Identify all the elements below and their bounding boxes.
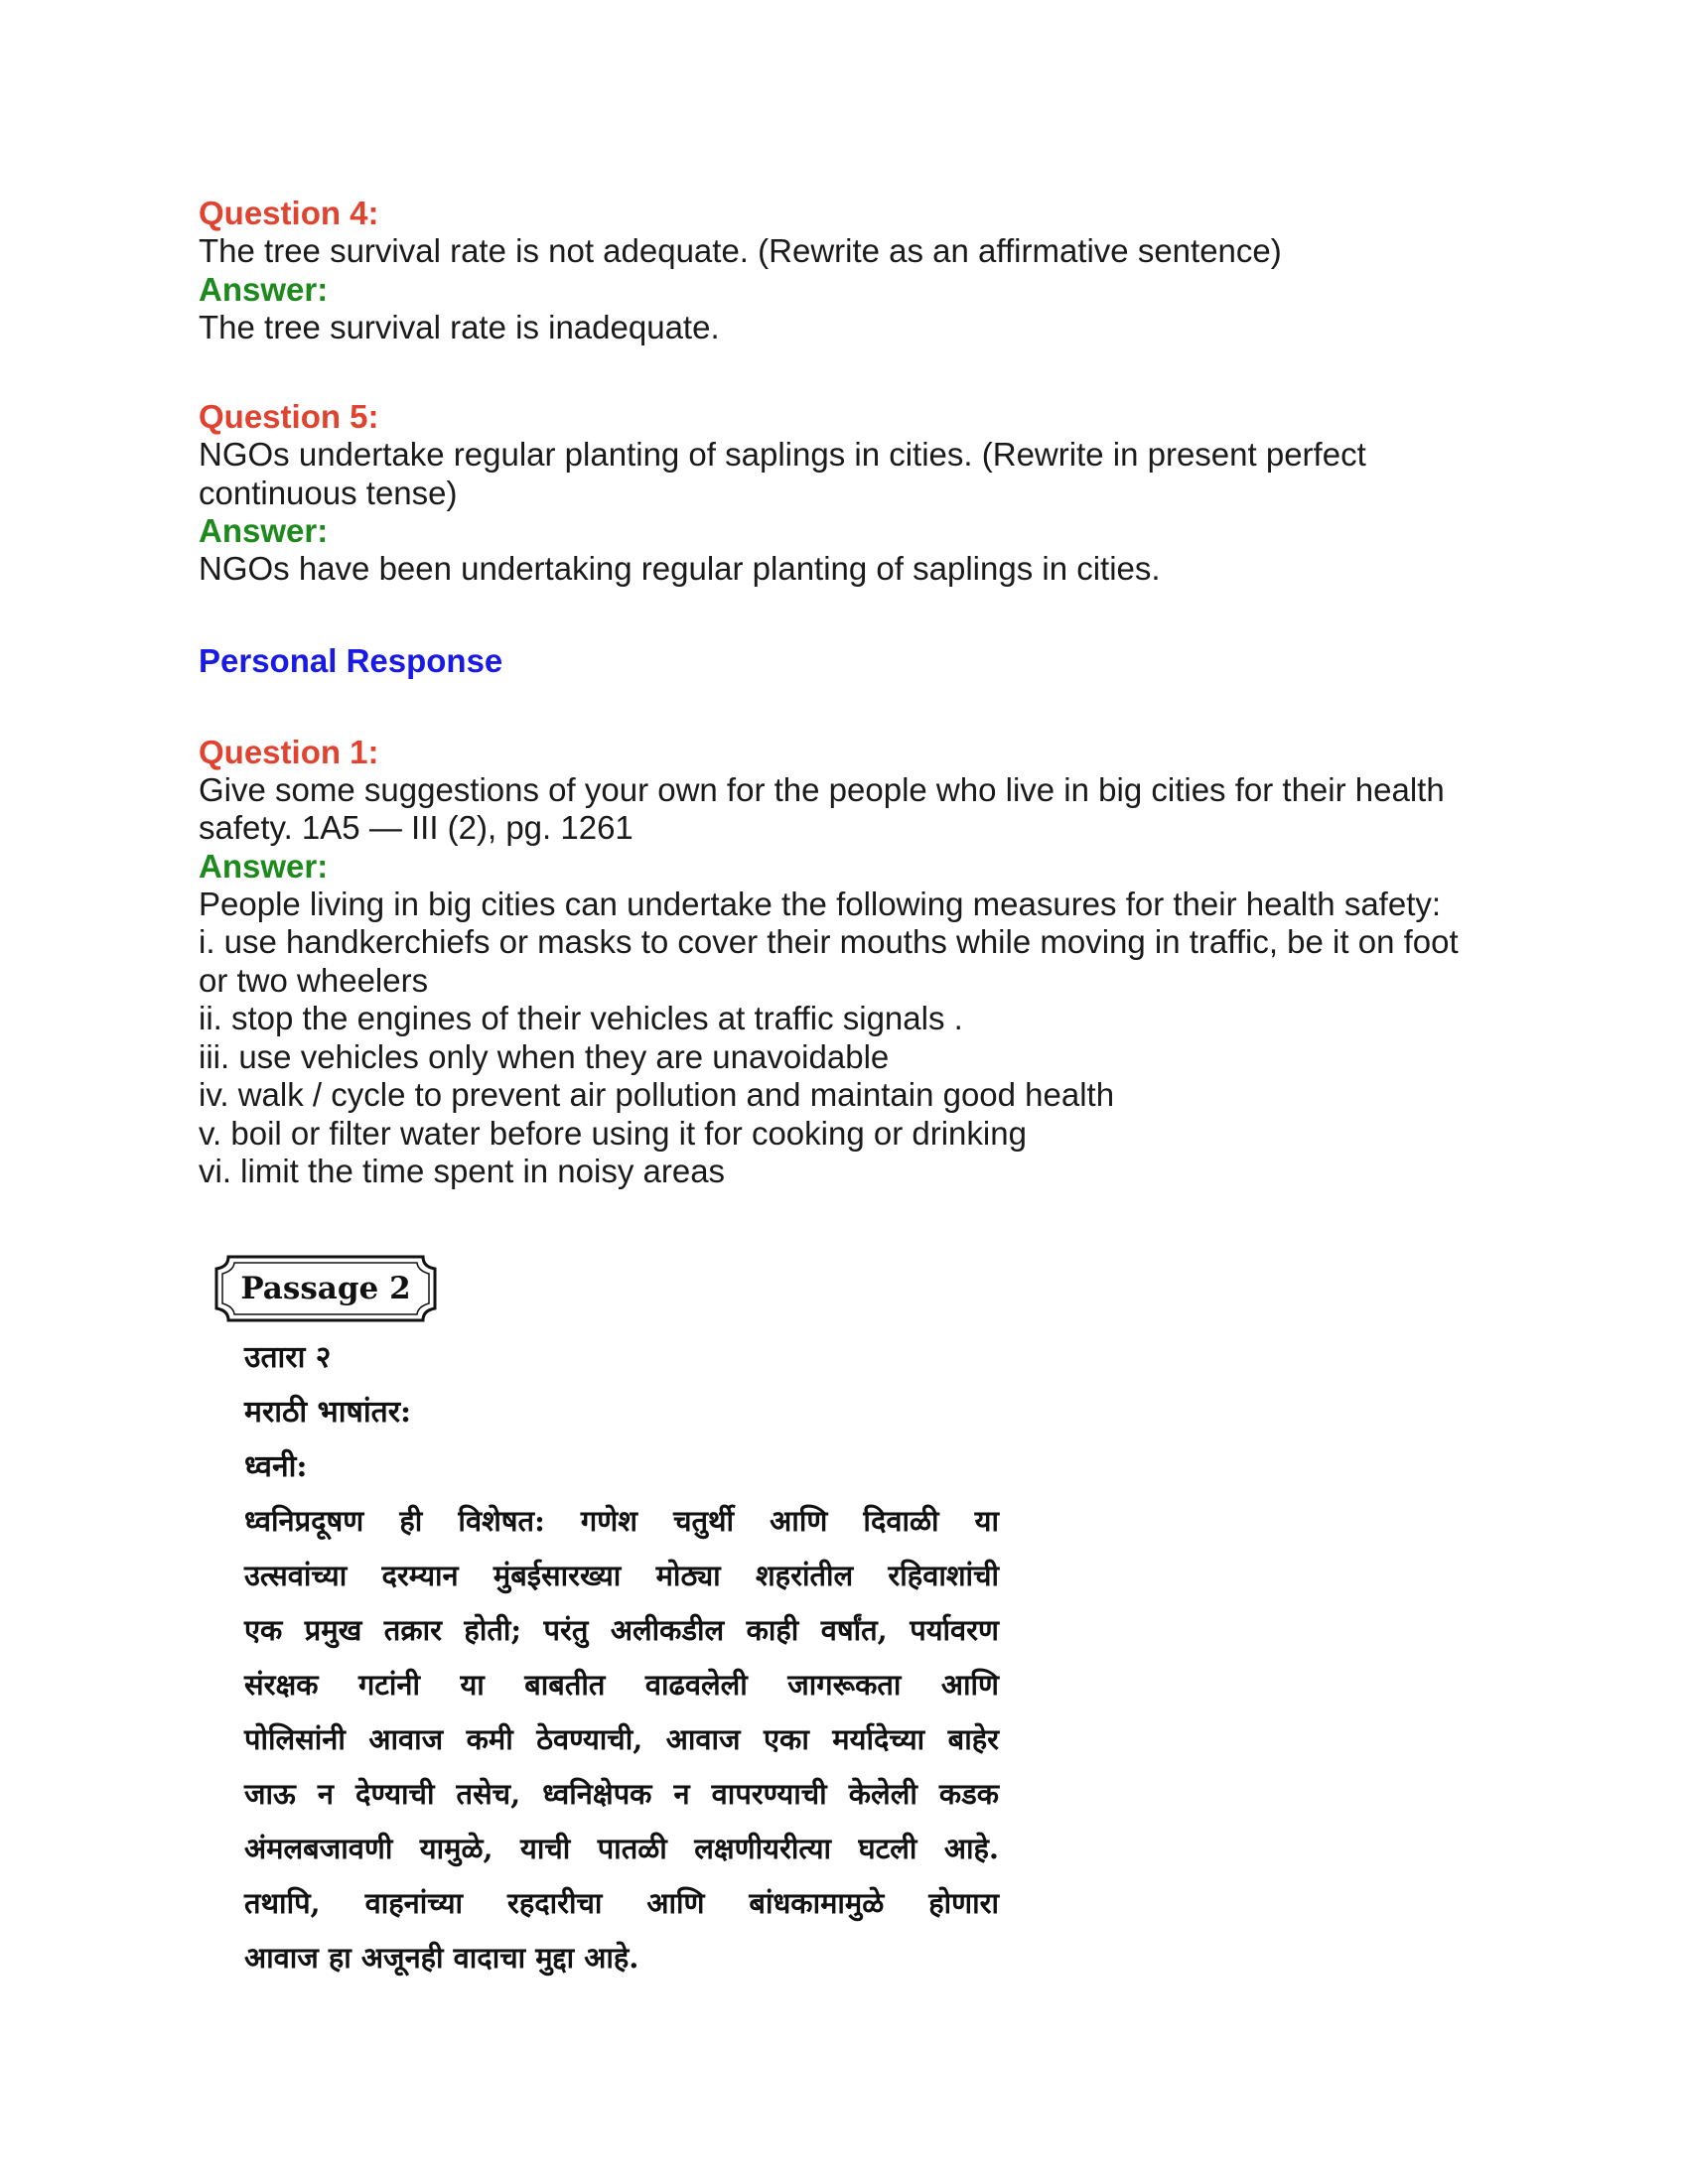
answer-line: v. boil or filter water before using it for cooking or drinking [199,1114,1027,1152]
scanned-passage [209,1253,1023,1985]
answer-line: ii. stop the engines of their vehicles at traffic signals . [199,1000,963,1036]
question-text-line: NGOs undertake regular planting of saplings in cities. (Rewrite in present perfect [199,436,1366,473]
passage-line: जाऊ न देण्याची तसेच, ध्वनिक्षेपक न वापरण्याची केलेली कडक [244,1777,999,1811]
question-text-line: safety. 1A5 — III (2), pg. 1261 [199,809,633,846]
question-label: Question 4: [199,195,379,231]
passage-line: संरक्षक गटांनी या बाबतीत वाढवलेली जागरूकता आणि [244,1668,999,1702]
passage-line: तथापि, वाहनांच्या रहदारीचा आणि बांधकामामुळे होणारा [244,1886,999,1920]
marathi-translation [244,1330,1023,1985]
question-label: Question 5: [199,398,379,435]
personal-question-1-block [199,734,1489,1191]
passage-heading: ध्वनी: [244,1449,308,1484]
question-5-block [199,398,1489,589]
section-personal-response [199,642,1489,680]
answer-label: Answer: [199,512,329,549]
answer-line: iv. walk / cycle to prevent air pollution and maintain good health [199,1076,1115,1113]
passage-line: ध्वनिप्रदूषण ही विशेषत: गणेश चतुर्थी आणि दिवाळी या [244,1504,999,1538]
answer-text: NGOs have been undertaking regular planting of saplings in cities. [199,550,1161,587]
section-heading: Personal Response [199,641,503,679]
answer-line: vi. limit the time spent in noisy areas [199,1153,726,1189]
answer-label: Answer: [199,847,329,885]
question-4-block [199,195,1489,346]
passage-subtitle: मराठी भाषांतर: [244,1395,412,1430]
passage-line: अंमलबजावणी यामुळे, याची पातळी लक्षणीयरीत्या घटली आहे. [244,1832,999,1865]
passage-badge-label: Passage 2 [240,1271,411,1306]
answer-line: People living in big cities can undertake the following measures for their health safety: [199,885,1442,922]
question-text: The tree survival rate is not adequate. (Rewrite as an affirmative sentence) [199,232,1282,269]
passage-line: उत्सवांच्या दरम्यान मुंबईसारख्या मोठ्या शहरांतील रहिवाशांची [244,1559,999,1592]
answer-text: The tree survival rate is inadequate. [199,308,720,345]
answer-label: Answer: [199,270,329,308]
passage-badge [211,1253,441,1324]
document-content [199,195,1489,1191]
answer-line: iii. use vehicles only when they are unavoidable [199,1037,890,1075]
answer-line: or two wheelers [199,961,429,999]
passage-title: उतारा २ [244,1340,332,1375]
question-text-line: continuous tense) [199,474,458,511]
passage-line: एक प्रमुख तक्रार होती; परंतु अलीकडील काही वर्षांत, पर्यावरण [244,1613,999,1647]
passage-line: पोलिसांनी आवाज कमी ठेवण्याची, आवाज एका मर्यादेच्या बाहेर [244,1722,999,1756]
question-label: Question 1: [199,733,379,770]
answer-line: i. use handkerchiefs or masks to cover their mouths while moving in traffic, be it on foot [199,923,1459,960]
passage-line: आवाज हा अजूनही वादाचा मुद्दा आहे. [244,1941,639,1975]
question-text-line: Give some suggestions of your own for the people who live in big cities for their health [199,770,1445,808]
